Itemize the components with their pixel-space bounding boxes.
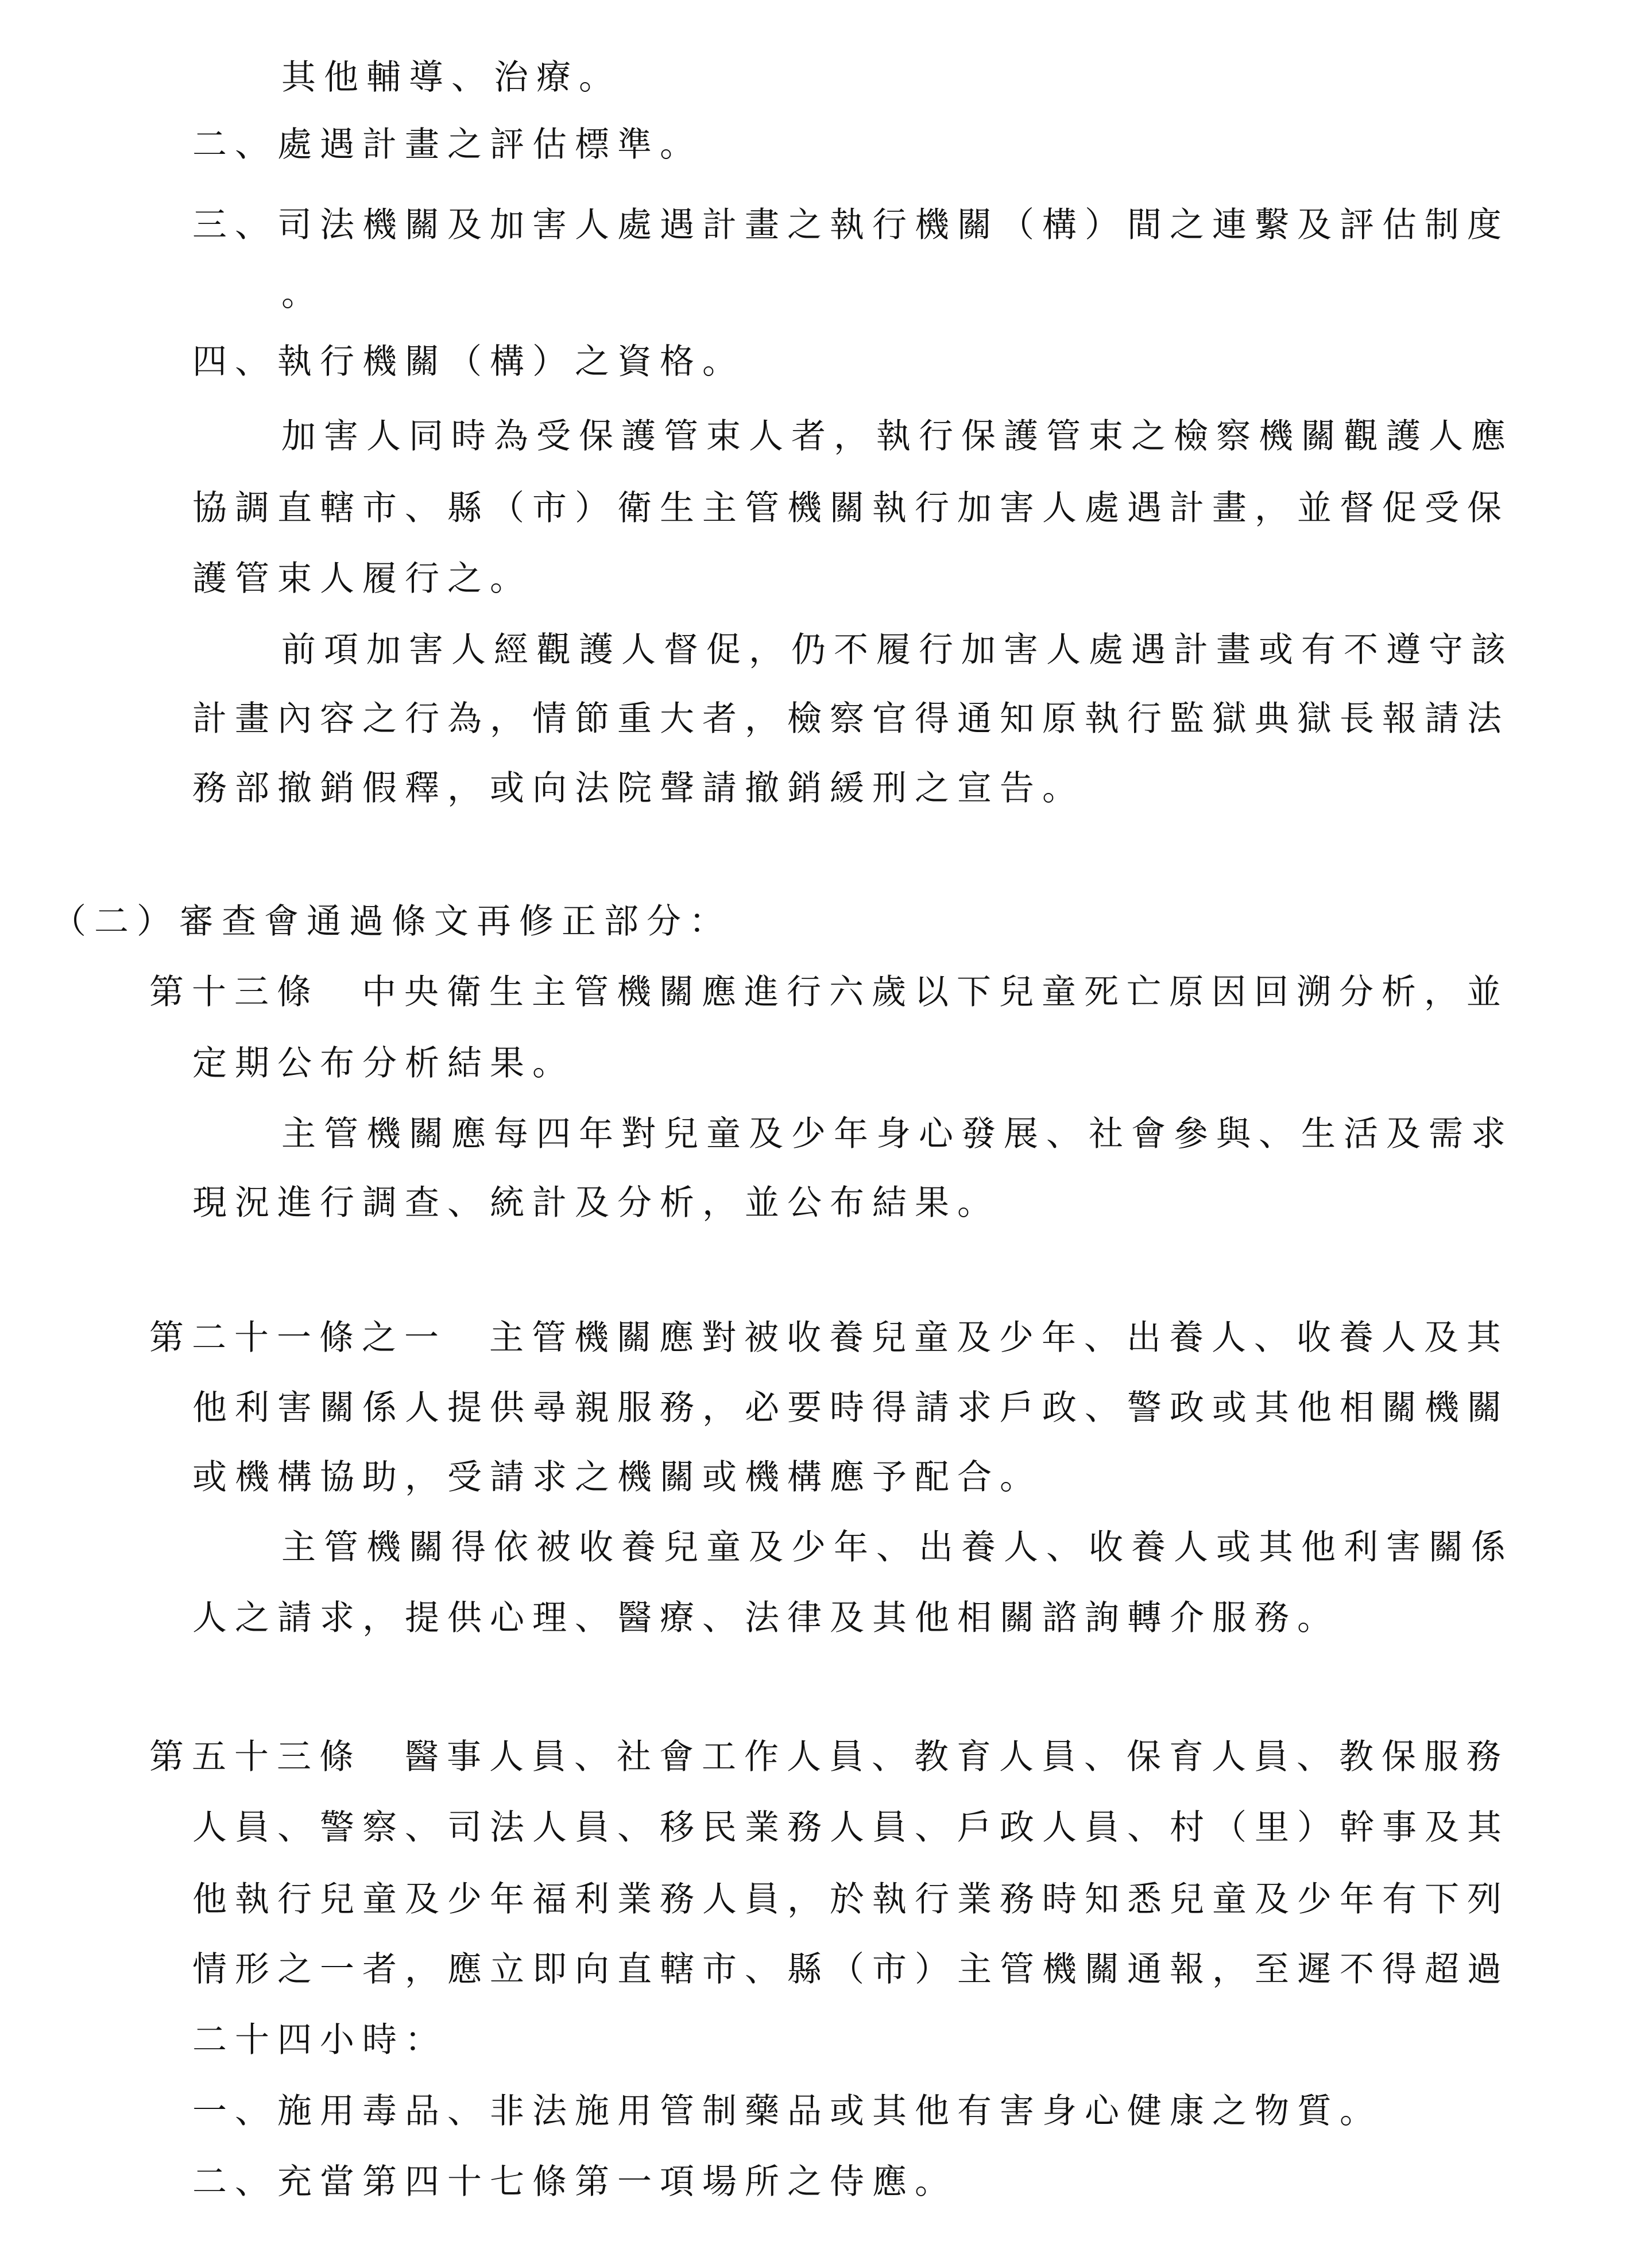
text-line: 他利害關係人提供尋親服務，必要時得請求戶政、警政或其他相關機關	[192, 1388, 1510, 1428]
text-line: 現況進行調查、統計及分析，並公布結果。	[192, 1183, 1000, 1223]
text-line: 人之請求，提供心理、醫療、法律及其他相關諮詢轉介服務。	[192, 1598, 1340, 1638]
section-heading: （二）審查會通過條文再修正部分：	[52, 901, 732, 942]
text-line: 人員、警察、司法人員、移民業務人員、戶政人員、村（里）幹事及其	[192, 1808, 1510, 1848]
text-line: 定期公布分析結果。	[192, 1043, 575, 1083]
text-line: 一、施用毒品、非法施用管制藥品或其他有害身心健康之物質。	[192, 2091, 1382, 2131]
text-line: 主管機關應每四年對兒童及少年身心發展、社會參與、生活及需求	[281, 1114, 1514, 1154]
article-line: 第二十一條之一 主管機關應對被收養兒童及少年、出養人、收養人及其	[149, 1318, 1509, 1358]
text-line: 二、處遇計畫之評估標準。	[192, 125, 702, 165]
text-line: 計畫內容之行為，情節重大者，檢察官得通知原執行監獄典獄長報請法	[192, 699, 1510, 739]
text-line: 情形之一者，應立即向直轄市、縣（市）主管機關通報，至遲不得超過	[192, 1949, 1510, 1990]
text-line: 二、充當第四十七條第一項場所之侍應。	[192, 2162, 957, 2202]
article-line: 第五十三條 醫事人員、社會工作人員、教育人員、保育人員、教保服務	[149, 1737, 1509, 1777]
text-line: 協調直轄市、縣（市）衛生主管機關執行加害人處遇計畫，並督促受保	[192, 488, 1510, 528]
text-line: 護管束人履行之。	[192, 559, 532, 599]
text-line: 其他輔導、治療。	[281, 57, 621, 98]
text-line: 。	[281, 274, 324, 314]
text-line: 務部撤銷假釋，或向法院聲請撤銷緩刑之宣告。	[192, 768, 1085, 808]
text-line: 他執行兒童及少年福利業務人員，於執行業務時知悉兒童及少年有下列	[192, 1879, 1510, 1919]
article-line: 第十三條 中央衛生主管機關應進行六歲以下兒童死亡原因回溯分析，並	[149, 972, 1509, 1012]
text-line: 主管機關得依被收養兒童及少年、出養人、收養人或其他利害關係	[281, 1527, 1514, 1568]
text-line: 加害人同時為受保護管束人者，執行保護管束之檢察機關觀護人應	[281, 416, 1514, 456]
text-line: 三、司法機關及加害人處遇計畫之執行機關（構）間之連繫及評估制度	[192, 205, 1510, 245]
text-line: 前項加害人經觀護人督促，仍不履行加害人處遇計畫或有不遵守該	[281, 630, 1514, 670]
text-line: 二十四小時：	[192, 2020, 447, 2060]
text-line: 或機構協助，受請求之機關或機構應予配合。	[192, 1457, 1042, 1497]
text-line: 四、執行機關（構）之資格。	[192, 342, 745, 382]
